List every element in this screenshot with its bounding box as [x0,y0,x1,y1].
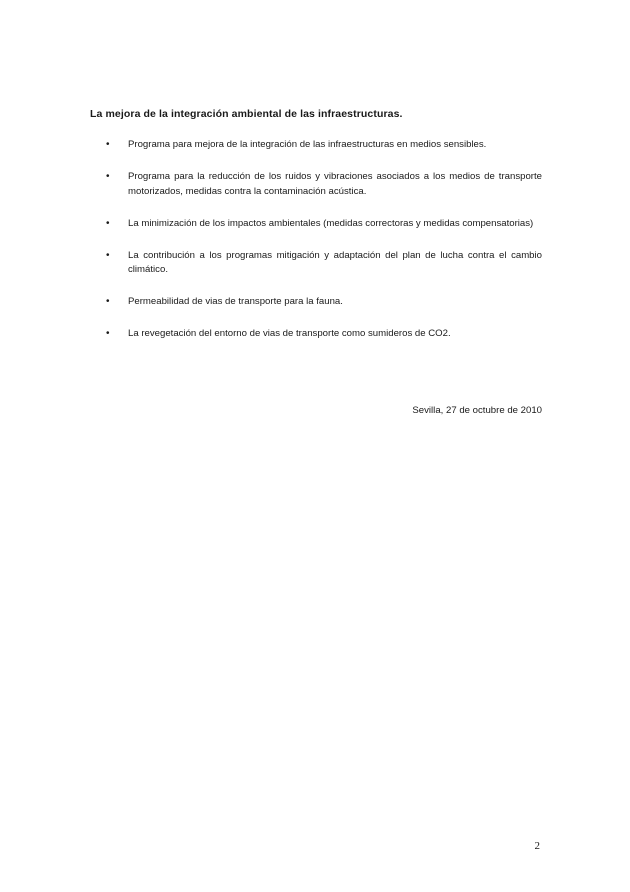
list-item-text: La contribución a los programas mitigación y adaptación del plan de lucha contra el cambio climático. [128,249,542,275]
section-heading: La mejora de la integración ambiental de las infraestructuras. [90,108,403,120]
list-item-text: Programa para mejora de la integración de las infraestructuras en medios sensibles. [128,139,487,150]
bullet-icon: • [106,296,110,307]
bullet-icon: • [106,249,110,261]
page-number: 2 [534,840,540,852]
bullet-icon: • [106,139,110,150]
list-item [90,138,542,153]
bullet-icon: • [106,171,110,182]
list-item-text: Permeabilidad de vias de transporte para la fauna. [128,296,343,307]
list-item [90,327,542,342]
list-item-text: Programa para la reducción de los ruidos y vibraciones asociados a los medios de transporte motorizados, medidas contra la contaminación acústica. [128,171,542,197]
place-date-signature: Sevilla, 27 de octubre de 2010 [412,405,542,416]
bullet-list [90,138,542,359]
list-item [90,170,542,199]
list-item-text: La minimización de los impactos ambientales (medidas correctoras y medidas compensatorias) [128,217,534,229]
list-item [90,295,542,310]
list-item-text: La revegetación del entorno de vias de transporte como sumideros de CO2. [128,328,451,339]
list-item [90,217,542,232]
bullet-icon: • [106,328,110,339]
bullet-icon: • [106,217,110,229]
list-item [90,249,542,278]
